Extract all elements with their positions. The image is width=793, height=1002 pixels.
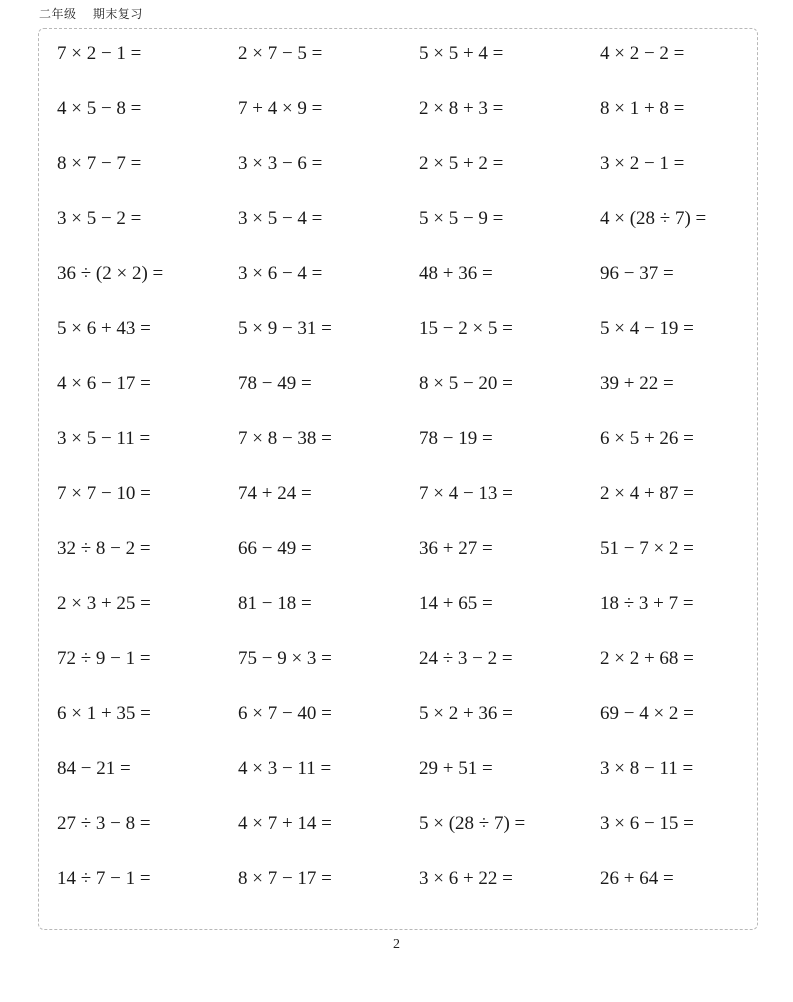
review-title: 期末复习	[92, 7, 143, 21]
problem-r12-c4: 2 × 2 + 68 =	[600, 648, 694, 669]
page-header	[39, 5, 143, 22]
problem-r7-c3: 8 × 5 − 20 =	[419, 373, 513, 394]
problem-r3-c4: 3 × 2 − 1 =	[600, 153, 685, 174]
problem-r11-c3: 14 + 65 =	[419, 593, 493, 614]
problem-r16-c1: 14 ÷ 7 − 1 =	[57, 868, 151, 889]
problem-grid	[39, 29, 757, 929]
problem-r4-c1: 3 × 5 − 2 =	[57, 208, 142, 229]
problem-r5-c2: 3 × 6 − 4 =	[238, 263, 323, 284]
problem-r12-c2: 75 − 9 × 3 =	[238, 648, 332, 669]
problem-r14-c3: 29 + 51 =	[419, 758, 493, 779]
problem-r2-c3: 2 × 8 + 3 =	[419, 98, 504, 119]
problem-r2-c4: 8 × 1 + 8 =	[600, 98, 685, 119]
problem-r15-c3: 5 × (28 ÷ 7) =	[419, 813, 526, 834]
problem-r13-c3: 5 × 2 + 36 =	[419, 703, 513, 724]
problem-r15-c2: 4 × 7 + 14 =	[238, 813, 332, 834]
problem-r7-c4: 39 + 22 =	[600, 373, 674, 394]
problem-r2-c1: 4 × 5 − 8 =	[57, 98, 142, 119]
problem-r5-c3: 48 + 36 =	[419, 263, 493, 284]
problem-r16-c3: 3 × 6 + 22 =	[419, 868, 513, 889]
problem-r8-c3: 78 − 19 =	[419, 428, 493, 449]
problem-r9-c1: 7 × 7 − 10 =	[57, 483, 151, 504]
problem-r10-c3: 36 + 27 =	[419, 538, 493, 559]
problem-r16-c4: 26 + 64 =	[600, 868, 674, 889]
problem-r8-c4: 6 × 5 + 26 =	[600, 428, 694, 449]
problem-r12-c1: 72 ÷ 9 − 1 =	[57, 648, 151, 669]
problem-r13-c4: 69 − 4 × 2 =	[600, 703, 694, 724]
problem-r15-c4: 3 × 6 − 15 =	[600, 813, 694, 834]
grade-label: 二年级	[39, 7, 77, 21]
problem-r9-c3: 7 × 4 − 13 =	[419, 483, 513, 504]
problem-r10-c1: 32 ÷ 8 − 2 =	[57, 538, 151, 559]
problem-r6-c2: 5 × 9 − 31 =	[238, 318, 332, 339]
problem-r4-c4: 4 × (28 ÷ 7) =	[600, 208, 707, 229]
problem-r14-c2: 4 × 3 − 11 =	[238, 758, 332, 779]
problem-r9-c2: 74 + 24 =	[238, 483, 312, 504]
problem-r7-c1: 4 × 6 − 17 =	[57, 373, 151, 394]
problem-r13-c1: 6 × 1 + 35 =	[57, 703, 151, 724]
problem-r8-c2: 7 × 8 − 38 =	[238, 428, 332, 449]
problem-r5-c1: 36 ÷ (2 × 2) =	[57, 263, 164, 284]
problem-r11-c4: 18 ÷ 3 + 7 =	[600, 593, 694, 614]
problem-r2-c2: 7 + 4 × 9 =	[238, 98, 323, 119]
problem-r6-c4: 5 × 4 − 19 =	[600, 318, 694, 339]
problem-r11-c2: 81 − 18 =	[238, 593, 312, 614]
problem-r1-c2: 2 × 7 − 5 =	[238, 43, 323, 64]
problem-r1-c3: 5 × 5 + 4 =	[419, 43, 504, 64]
problem-r6-c1: 5 × 6 + 43 =	[57, 318, 151, 339]
problem-r1-c1: 7 × 2 − 1 =	[57, 43, 142, 64]
problem-r4-c2: 3 × 5 − 4 =	[238, 208, 323, 229]
problem-r8-c1: 3 × 5 − 11 =	[57, 428, 151, 449]
problem-r9-c4: 2 × 4 + 87 =	[600, 483, 694, 504]
problem-r15-c1: 27 ÷ 3 − 8 =	[57, 813, 151, 834]
problem-r3-c2: 3 × 3 − 6 =	[238, 153, 323, 174]
problem-r5-c4: 96 − 37 =	[600, 263, 674, 284]
problem-r6-c3: 15 − 2 × 5 =	[419, 318, 513, 339]
problem-r4-c3: 5 × 5 − 9 =	[419, 208, 504, 229]
worksheet-frame	[38, 28, 758, 930]
problem-r3-c1: 8 × 7 − 7 =	[57, 153, 142, 174]
problem-r3-c3: 2 × 5 + 2 =	[419, 153, 504, 174]
problem-r12-c3: 24 ÷ 3 − 2 =	[419, 648, 513, 669]
problem-r1-c4: 4 × 2 − 2 =	[600, 43, 685, 64]
problem-r10-c4: 51 − 7 × 2 =	[600, 538, 694, 559]
problem-r14-c4: 3 × 8 − 11 =	[600, 758, 694, 779]
problem-r11-c1: 2 × 3 + 25 =	[57, 593, 151, 614]
problem-r13-c2: 6 × 7 − 40 =	[238, 703, 332, 724]
problem-r14-c1: 84 − 21 =	[57, 758, 131, 779]
problem-r7-c2: 78 − 49 =	[238, 373, 312, 394]
problem-r16-c2: 8 × 7 − 17 =	[238, 868, 332, 889]
page-number: 2	[393, 937, 400, 952]
problem-r10-c2: 66 − 49 =	[238, 538, 312, 559]
